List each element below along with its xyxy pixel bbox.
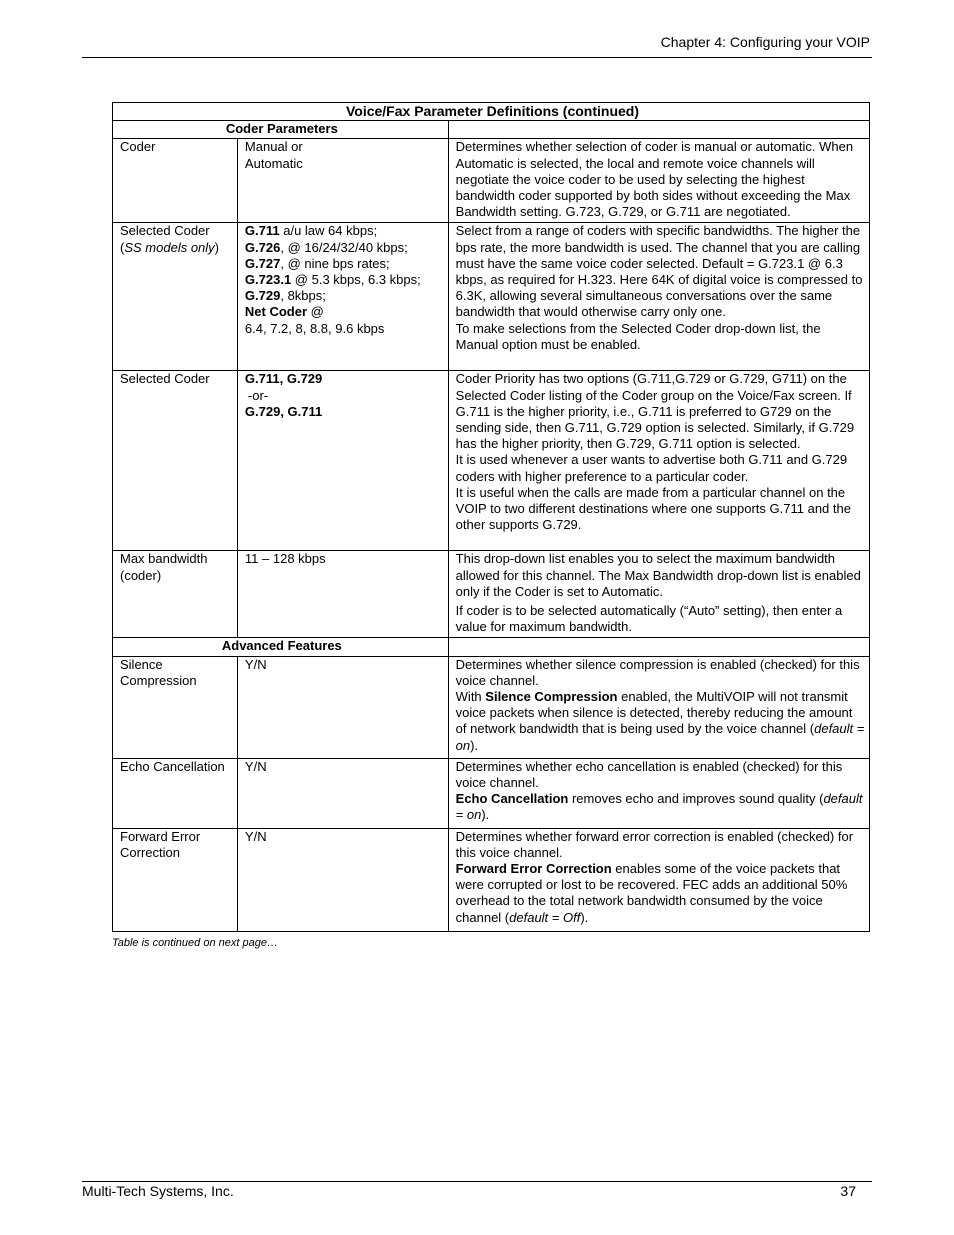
param-name: Echo Cancellation [113,758,238,828]
param-values: Y/N [237,758,448,828]
header-rule [82,57,872,58]
table-title: Voice/Fax Parameter Definitions (continued) [113,103,870,121]
param-values: Y/N [237,656,448,758]
table-row [113,828,870,931]
running-header: Chapter 4: Configuring your VOIP [660,34,870,50]
param-values: G.711 a/u law 64 kbps; G.726, @ 16/24/32/40 kbps; G.727, @ nine bps rates; G.723.1 @ 5.3 kbps, 6.3 kbps; G.729, 8kbps; Net Coder @ 6.4, 7.2, 8, 8.8, 9.6 kbps [237,223,448,371]
param-description: Determines whether forward error correction is enabled (checked) for this voice channel. Forward Error Correction enables some of the voice packets that were corrupted or lost to be recovered. FEC adds an additional 50% overhead to the total network bandwidth consumed by the voice channel (default = Off). [448,828,869,931]
param-values [237,139,448,223]
section-row-advanced [113,638,870,656]
table-row [113,139,870,223]
param-values: Y/N [237,828,448,931]
table-title-row [113,103,870,121]
param-name: Max bandwidth (coder) [113,551,238,638]
table-row [113,223,870,371]
section-row-coder [113,121,870,139]
param-name: Coder [113,139,238,223]
parameter-table [112,102,870,932]
param-description: Coder Priority has two options (G.711,G.729 or G.729, G711) on the Selected Coder listing of the Coder group on the Voice/Fax screen. If G.711 is the higher priority, i.e., G.711 is preferred to G729 on the sending side, then G.711, G.729 option is selected. Similarly, if G.729 has the higher priority, then G.729, G.711 option is selected. It is used whenever a user wants to advertise both G.711 and G.729 coders with higher preference to a particular coder. It is useful when the calls are made from a particular channel on the VOIP to two different destinations where one supports G.711 and the other supports G.729. [448,371,869,551]
param-description: This drop-down list enables you to select the maximum bandwidth allowed for this channel. The Max Bandwidth drop-down list is enabled only if the Coder is set to Automatic. If coder is to be selected automatically (“Auto” setting), then enter a value for maximum bandwidth. [448,551,869,638]
table-row [113,656,870,758]
param-name: Silence Compression [113,656,238,758]
section-blank-cell [448,638,869,656]
param-description: Select from a range of coders with specific bandwidths. The higher the bps rate, the more bandwidth is used. The channel that you are calling must have the same voice coder selected. Default = G.723.1 @ 6.3 kbps, as required for H.323. Here 64K of digital voice is compressed to 6.3K, allowing several simultaneous conversations over the same bandwidth that would otherwise carry only one. To make selections from the Selected Coder drop-down list, the Manual option must be enabled. [448,223,869,371]
param-description: Determines whether selection of coder is manual or automatic. When Automatic is selected, the local and remote voice channels will negotiate the voice coder to be used by selecting the highest bandwidth coder supported by both sides without exceeding the Max Bandwidth setting. G.723, G.729, or G.711 are negotiated. [448,139,869,223]
table-row [113,758,870,828]
table-row [113,551,870,638]
footer-rule [82,1181,872,1182]
page-number: 37 [840,1183,856,1199]
param-description: Determines whether echo cancellation is enabled (checked) for this voice channel. Echo Cancellation removes echo and improves sound quality (default = on). [448,758,869,828]
table-row [113,371,870,551]
param-value-line: Automatic [244,155,303,171]
param-values: 11 – 128 kbps [237,551,448,638]
param-description: Determines whether silence compression is enabled (checked) for this voice channel. With Silence Compression enabled, the MultiVOIP will not transmit voice packets when silence is detected, thereby reducing the amount of network bandwidth that is being used by the voice channel (default = on). [448,656,869,758]
param-name: Selected Coder [113,371,238,551]
continued-note: Table is continued on next page… [112,937,278,949]
section-blank-cell [448,121,869,139]
param-value-line: Manual or [244,139,303,155]
param-name: Forward Error Correction [113,828,238,931]
section-heading-coder: Coder Parameters [113,121,449,139]
param-values: G.711, G.729 -or- G.729, G.711 [237,371,448,551]
param-name: Selected Coder (SS models only) [113,223,238,371]
section-heading-advanced: Advanced Features [113,638,449,656]
footer-company: Multi-Tech Systems, Inc. [82,1183,234,1199]
model-note: SS models only [124,239,215,255]
